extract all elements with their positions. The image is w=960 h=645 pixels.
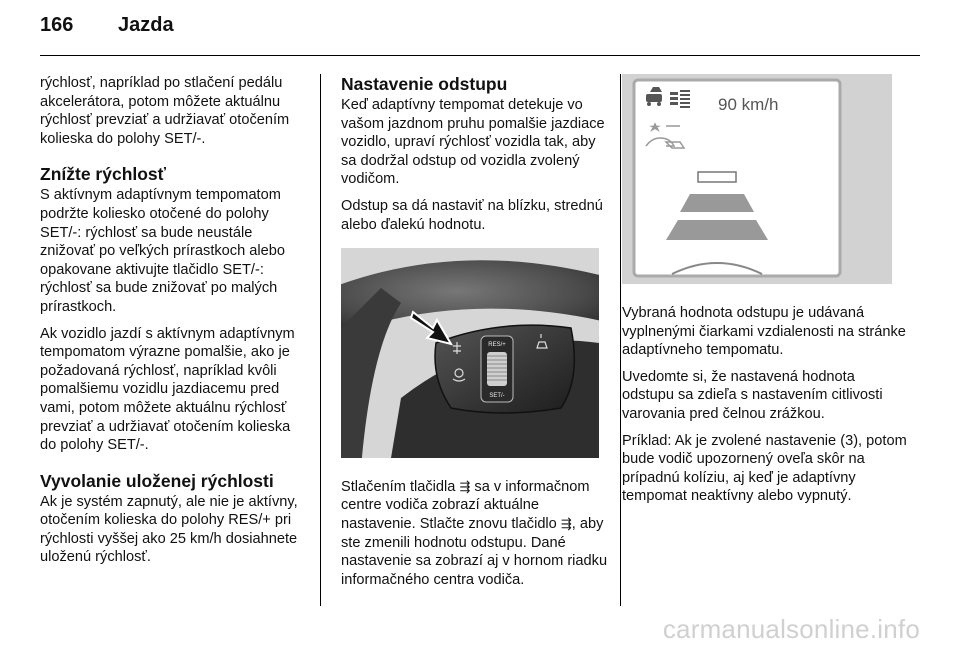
paragraph: Keď adaptívny tempomat detekuje vo vašom jazdnom pruhu pomalšie jazdiace vozidlo, upraví rýchlosť vozidla tak, aby sa dodržal odstup od vozidla zvolený vodičom. bbox=[341, 97, 605, 188]
gap-button-icon: ⇶ bbox=[560, 515, 572, 531]
column-middle bbox=[341, 74, 613, 597]
speed-readout: 90 km/h bbox=[718, 95, 779, 114]
page-title: Jazda bbox=[118, 14, 174, 36]
set-button-label: SET/- bbox=[489, 393, 505, 400]
paragraph: Ak je systém zapnutý, ale nie je aktívny, otočením kolieska do polohy RES/+ pri rýchlosti vyššej ako 25 km/h dosiahnete uloženú rýchlosť. bbox=[40, 493, 298, 566]
column-divider bbox=[620, 74, 621, 606]
steering-wheel-figure bbox=[341, 248, 599, 458]
section-heading: Vyvolanie uloženej rýchlosti bbox=[40, 470, 274, 491]
paragraph: Príklad: Ak je zvolené nastavenie (3), potom bude vodič upozornený oveľa skôr na prípadnú kolíziu, aj keď je adaptívny tempomat neaktívny alebo vypnutý. bbox=[622, 432, 907, 505]
paragraph: Uvedomte si, že nastavená hodnota odstupu sa zdieľa s nastavením citlivosti varovania pred čelnou zrážkou. bbox=[622, 368, 883, 422]
cluster-display-figure bbox=[622, 74, 892, 284]
gap-button-icon: ⇶ bbox=[459, 478, 471, 494]
section-heading: Nastavenie odstupu bbox=[341, 74, 508, 94]
res-button-label: RES/+ bbox=[488, 342, 506, 349]
column-right bbox=[622, 74, 908, 514]
paragraph: rýchlosť, napríklad po stlačení pedálu akcelerátora, potom môžete aktuálnu rýchlosť prevziať a udržiavať otočením kolieska do polohy SET/-. bbox=[40, 75, 290, 147]
page-header bbox=[40, 14, 174, 37]
paragraph: Vybraná hodnota odstupu je udávaná vyplnenými čiarkami vzdialenosti na stránke adaptívneho tempomatu. bbox=[622, 305, 906, 359]
paragraph: S aktívnym adaptívnym tempomatom podržte koliesko otočené do polohy SET/-: rýchlosť sa bude neustále znižovať po veľkých prírastkoch alebo opakovane aktivujte tlačidlo SET/-: rýchlosť sa bude znižovať po malých prírastkoch. bbox=[40, 187, 285, 315]
paragraph: Ak vozidlo jazdí s aktívnym adaptívnym tempomatom výrazne pomalšie, ako je požadovaná rýchlosť, napríklad kvôli pomalšiemu vozidlu jazdiacemu pred vami, potom môžete aktuálnu rýchlosť prevziať a udržiavať otočením kolieska do polohy SET/-. bbox=[40, 325, 295, 454]
watermark: carmanualsonline.info bbox=[662, 614, 920, 644]
paragraph: Stlačením tlačidla ⇶ sa v informačnom centre vodiča zobrazí aktuálne nastavenie. Stlačte znovu tlačidlo ⇶, aby ste zmenili hodnotu odstupu. Dané nastavenie sa zobrazí aj v hornom riadku informačného centra vodiča. bbox=[341, 478, 608, 588]
section-heading: Znížte rýchlosť bbox=[40, 164, 167, 185]
page-number: 166 bbox=[40, 14, 74, 36]
column-left bbox=[40, 74, 310, 575]
column-divider bbox=[320, 74, 321, 606]
header-rule bbox=[40, 55, 920, 56]
paragraph: Odstup sa dá nastaviť na blízku, strednú alebo ďalekú hodnotu. bbox=[341, 197, 603, 233]
